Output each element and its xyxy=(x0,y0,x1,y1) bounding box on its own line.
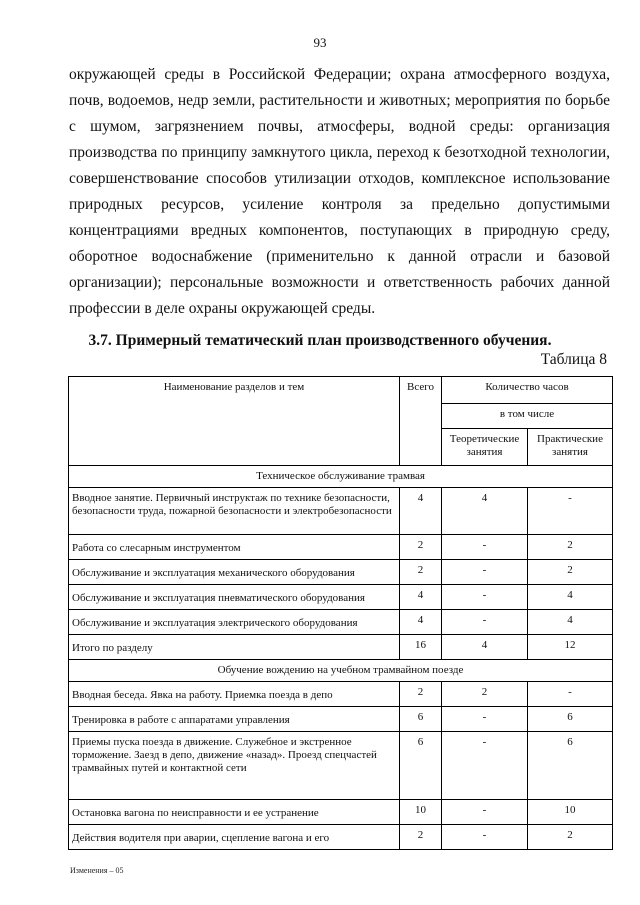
header-practice: Практические занятия xyxy=(528,429,613,466)
theory-cell: 2 xyxy=(442,682,528,707)
practice-cell: 4 xyxy=(528,585,613,610)
header-total: Всего xyxy=(400,377,442,466)
thematic-plan-table xyxy=(68,376,613,850)
theory-cell: - xyxy=(442,585,528,610)
theory-cell: - xyxy=(442,535,528,560)
table-row xyxy=(69,610,613,635)
topic-name-cell: Приемы пуска поезда в движение. Служебное и экстренное торможение. Заезд в депо, движение «назад». Проезд спецчастей трамвайных путей и контактной сети xyxy=(69,732,400,800)
practice-cell: - xyxy=(528,488,613,535)
theory-cell: - xyxy=(442,800,528,825)
table-row xyxy=(69,682,613,707)
table-row xyxy=(69,488,613,535)
table-row xyxy=(69,560,613,585)
total-cell: 4 xyxy=(400,585,442,610)
total-cell: 2 xyxy=(400,682,442,707)
practice-cell: 6 xyxy=(528,707,613,732)
practice-cell: 10 xyxy=(528,800,613,825)
practice-cell: 2 xyxy=(528,535,613,560)
header-hours: Количество часов xyxy=(442,377,613,404)
total-cell: 2 xyxy=(400,560,442,585)
section-title: 3.7. Примерный тематический план производственного обучения. xyxy=(88,332,552,349)
topic-name-cell: Обслуживание и эксплуатация электрического оборудования xyxy=(69,610,400,635)
total-cell: 2 xyxy=(400,825,442,850)
practice-cell: - xyxy=(528,682,613,707)
total-cell: 6 xyxy=(400,732,442,800)
topic-name-cell: Обслуживание и эксплуатация механического оборудования xyxy=(69,560,400,585)
header-theory: Теоретические занятия xyxy=(442,429,528,466)
table-row xyxy=(69,707,613,732)
header-name: Наименование разделов и тем xyxy=(69,377,400,466)
total-cell: 10 xyxy=(400,800,442,825)
topic-name-cell: Тренировка в работе с аппаратами управления xyxy=(69,707,400,732)
total-cell: 2 xyxy=(400,535,442,560)
practice-cell: 2 xyxy=(528,560,613,585)
revision-note: Изменения – 05 xyxy=(70,866,124,875)
table-label: Таблица 8 xyxy=(540,351,607,368)
table-row xyxy=(69,732,613,800)
section-title-cell: Техническое обслуживание трамвая xyxy=(69,466,613,488)
theory-cell: 4 xyxy=(442,635,528,660)
practice-cell: 4 xyxy=(528,610,613,635)
theory-cell: - xyxy=(442,610,528,635)
body-paragraph: окружающей среды в Российской Федерации; охрана атмосферного воздуха, почв, водоемов, недр земли, растительности и животных; мероприятия по борьбе с шумом, загрязнением почвы, атмосферы, водной среды: организация производства по принципу замкнутого цикла, переход к безотходной технологии, совершенствование способов утилизации отходов, комплексное использование природных ресурсов, усиление контроля за предельно допустимыми концентрациями вредных компонентов, поступающих в природную среду, оборотное водоснабжение (применительно к данной отрасли и базовой организации); персональные возможности и ответственность рабочих данной профессии в деле охраны окружающей среды. xyxy=(69,66,610,317)
total-cell: 4 xyxy=(400,610,442,635)
topic-name-cell: Действия водителя при аварии, сцепление вагона и его xyxy=(69,825,400,850)
topic-name-cell: Остановка вагона по неисправности и ее устранение xyxy=(69,800,400,825)
header-including: в том числе xyxy=(442,404,613,429)
table-row xyxy=(69,535,613,560)
practice-cell: 2 xyxy=(528,825,613,850)
total-cell: 16 xyxy=(400,635,442,660)
page-number: 93 xyxy=(313,35,327,50)
table-row xyxy=(69,825,613,850)
section-header-row xyxy=(69,466,613,488)
practice-cell: 12 xyxy=(528,635,613,660)
practice-cell: 6 xyxy=(528,732,613,800)
topic-name-cell: Работа со слесарным инструментом xyxy=(69,535,400,560)
subtotal-label-cell: Итого по разделу xyxy=(69,635,400,660)
table-row-subtotal xyxy=(69,635,613,660)
theory-cell: - xyxy=(442,732,528,800)
topic-name-cell: Обслуживание и эксплуатация пневматического оборудования xyxy=(69,585,400,610)
total-cell: 6 xyxy=(400,707,442,732)
theory-cell: - xyxy=(442,825,528,850)
topic-name-cell: Вводная беседа. Явка на работу. Приемка поезда в депо xyxy=(69,682,400,707)
total-cell: 4 xyxy=(400,488,442,535)
theory-cell: - xyxy=(442,707,528,732)
theory-cell: 4 xyxy=(442,488,528,535)
topic-name-cell: Вводное занятие. Первичный инструктаж по технике безопасности, безопасности труда, пожарной безопасности и электробезопасности xyxy=(69,488,400,535)
table-row xyxy=(69,800,613,825)
section-header-row xyxy=(69,660,613,682)
section-title-cell: Обучение вождению на учебном трамвайном поезде xyxy=(69,660,613,682)
table-row xyxy=(69,585,613,610)
theory-cell: - xyxy=(442,560,528,585)
